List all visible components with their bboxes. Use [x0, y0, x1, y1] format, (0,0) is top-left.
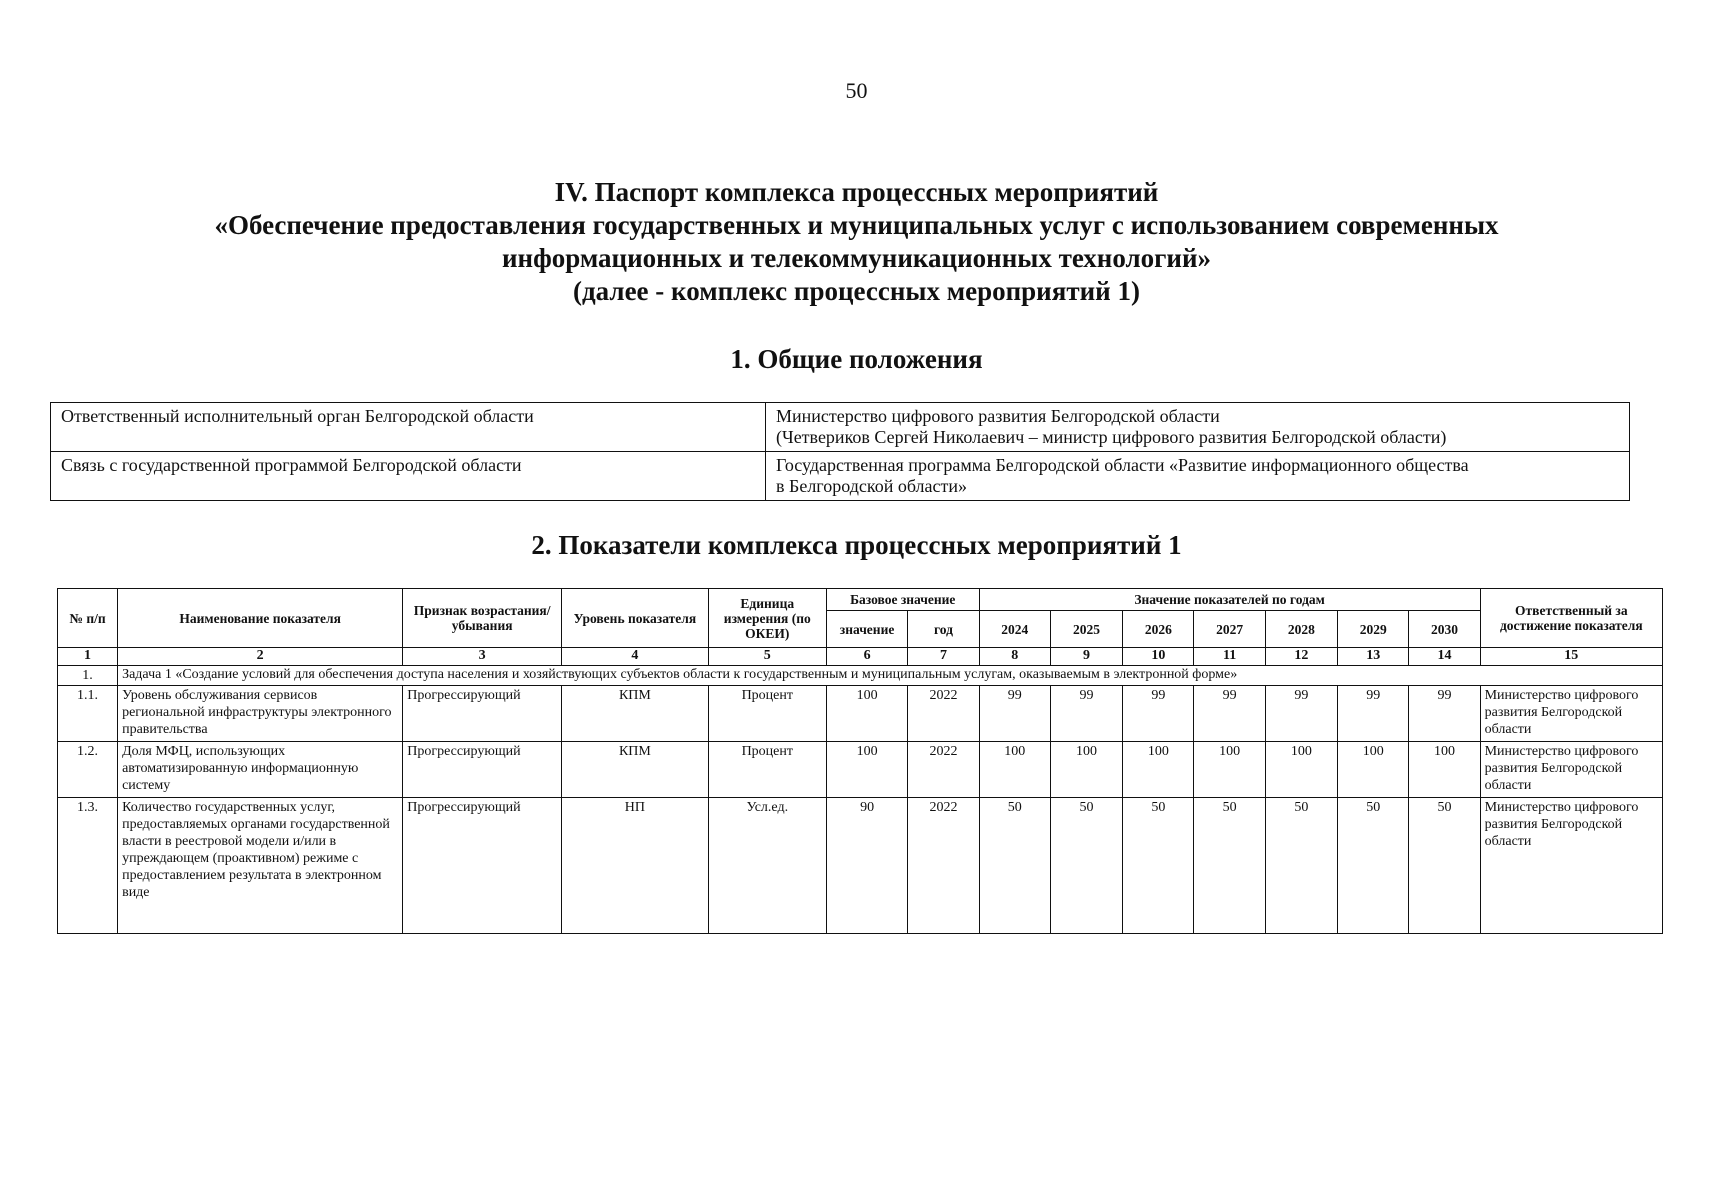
indicator-responsible: Министерство цифрового развития Белгородской области: [1480, 686, 1662, 742]
indicator-value-2026: 99: [1123, 686, 1194, 742]
indicator-value-2028: 100: [1265, 742, 1337, 798]
column-number: 14: [1409, 648, 1480, 666]
header-year: 2030: [1409, 611, 1480, 648]
column-number: 4: [562, 648, 709, 666]
header-trend: Признак возрастания/ убывания: [403, 589, 562, 648]
column-number: 11: [1194, 648, 1265, 666]
indicator-value-2030: 99: [1409, 686, 1480, 742]
header-year: 2027: [1194, 611, 1265, 648]
indicator-name: Доля МФЦ, использующих автоматизированную информационную систему: [118, 742, 403, 798]
indicator-value-2028: 99: [1265, 686, 1337, 742]
indicator-base-value: 100: [826, 742, 907, 798]
indicator-trend: Прогрессирующий: [403, 798, 562, 934]
header-year: 2025: [1050, 611, 1122, 648]
indicator-num: 1.2.: [58, 742, 118, 798]
indicator-value-2028: 50: [1265, 798, 1337, 934]
header-name: Наименование показателя: [118, 589, 403, 648]
indicator-trend: Прогрессирующий: [403, 742, 562, 798]
indicator-value-2026: 100: [1123, 742, 1194, 798]
general-row-responsible: [51, 403, 1630, 452]
indicator-level: НП: [562, 798, 709, 934]
indicator-value-2027: 100: [1194, 742, 1265, 798]
header-base: Базовое значение: [826, 589, 979, 611]
indicator-level: КПМ: [562, 686, 709, 742]
indicator-base-value: 100: [826, 686, 907, 742]
indicator-responsible: Министерство цифрового развития Белгородской области: [1480, 742, 1662, 798]
title-line-1: IV. Паспорт комплекса процессных мероприятий: [554, 177, 1159, 207]
indicator-name: Уровень обслуживания сервисов региональной инфраструктуры электронного правительства: [118, 686, 403, 742]
task-text: Задача 1 «Создание условий для обеспечения доступа населения и хозяйствующих субъектов области к государственным и муниципальным услугам, оказываемым в электронной форме»: [118, 666, 1663, 686]
indicator-num: 1.3.: [58, 798, 118, 934]
general-label: Ответственный исполнительный орган Белгородской области: [51, 403, 766, 452]
indicator-trend: Прогрессирующий: [403, 686, 562, 742]
indicator-row: [58, 742, 1663, 798]
column-number: 5: [708, 648, 826, 666]
column-number: 2: [118, 648, 403, 666]
header-num: № п/п: [58, 589, 118, 648]
indicator-value-2026: 50: [1123, 798, 1194, 934]
indicator-level: КПМ: [562, 742, 709, 798]
indicator-name: Количество государственных услуг, предоставляемых органами государственной власти в реестровой модели и/или в упреждающем (проактивном) режиме с предоставлением результата в электронном виде: [118, 798, 403, 934]
column-number: 1: [58, 648, 118, 666]
indicator-unit: Усл.ед.: [708, 798, 826, 934]
indicator-value-2027: 50: [1194, 798, 1265, 934]
header-responsible: Ответственный за достижение показателя: [1480, 589, 1662, 648]
column-number: 15: [1480, 648, 1662, 666]
indicator-value-2029: 99: [1338, 686, 1409, 742]
indicator-value-2030: 50: [1409, 798, 1480, 934]
general-value: [766, 403, 1630, 452]
general-value-line: (Четвериков Сергей Николаевич – министр цифрового развития Белгородской области): [776, 427, 1447, 447]
task-row: [58, 666, 1663, 686]
section-2-heading: 2. Показатели комплекса процессных мероприятий 1: [531, 530, 1182, 560]
general-value-line: в Белгородской области»: [776, 476, 968, 496]
header-years-group: Значение показателей по годам: [979, 589, 1480, 611]
indicator-value-2029: 50: [1338, 798, 1409, 934]
indicator-value-2024: 100: [979, 742, 1050, 798]
indicator-value-2024: 99: [979, 686, 1050, 742]
title-line-3: информационных и телекоммуникационных технологий»: [501, 243, 1212, 273]
section-1-heading: 1. Общие положения: [730, 344, 983, 374]
column-number: 7: [908, 648, 979, 666]
indicator-row: [58, 686, 1663, 742]
indicator-value-2024: 50: [979, 798, 1050, 934]
column-number: 9: [1050, 648, 1122, 666]
task-num: 1.: [58, 666, 118, 686]
indicator-value-2025: 50: [1050, 798, 1122, 934]
header-year: 2028: [1265, 611, 1337, 648]
header-level: Уровень показателя: [562, 589, 709, 648]
indicator-base-year: 2022: [908, 798, 979, 934]
header-unit: Единица измерения (по ОКЕИ): [708, 589, 826, 648]
column-number: 13: [1338, 648, 1409, 666]
indicator-value-2029: 100: [1338, 742, 1409, 798]
indicator-base-year: 2022: [908, 686, 979, 742]
page-number: 50: [845, 78, 868, 103]
general-value-line: Министерство цифрового развития Белгородской области: [776, 406, 1220, 426]
header-year: 2024: [979, 611, 1050, 648]
general-label: Связь с государственной программой Белгородской области: [51, 452, 766, 501]
general-row-program: [51, 452, 1630, 501]
indicator-value-2025: 100: [1050, 742, 1122, 798]
indicators-table: [57, 588, 1663, 934]
general-value: [766, 452, 1630, 501]
header-base-value: значение: [826, 611, 907, 648]
header-year: 2029: [1338, 611, 1409, 648]
indicator-num: 1.1.: [58, 686, 118, 742]
title-line-4: (далее - комплекс процессных мероприятий 1): [573, 276, 1140, 306]
indicator-unit: Процент: [708, 742, 826, 798]
indicator-value-2030: 100: [1409, 742, 1480, 798]
column-number: 6: [826, 648, 907, 666]
column-numbers-row: [58, 648, 1663, 666]
indicator-value-2027: 99: [1194, 686, 1265, 742]
column-number: 10: [1123, 648, 1194, 666]
document-title: [0, 176, 1713, 308]
indicator-responsible: Министерство цифрового развития Белгородской области: [1480, 798, 1662, 934]
title-line-2: «Обеспечение предоставления государственных и муниципальных услуг с использованием современных: [214, 210, 1499, 240]
header-row: [58, 589, 1663, 611]
column-number: 8: [979, 648, 1050, 666]
general-value-line: Государственная программа Белгородской области «Развитие информационного общества: [776, 455, 1469, 475]
general-provisions-table: [50, 402, 1630, 501]
column-number: 12: [1265, 648, 1337, 666]
header-year: 2026: [1123, 611, 1194, 648]
column-number: 3: [403, 648, 562, 666]
indicator-row: [58, 798, 1663, 934]
indicator-unit: Процент: [708, 686, 826, 742]
header-base-year: год: [908, 611, 979, 648]
indicator-base-value: 90: [826, 798, 907, 934]
indicator-base-year: 2022: [908, 742, 979, 798]
indicator-value-2025: 99: [1050, 686, 1122, 742]
